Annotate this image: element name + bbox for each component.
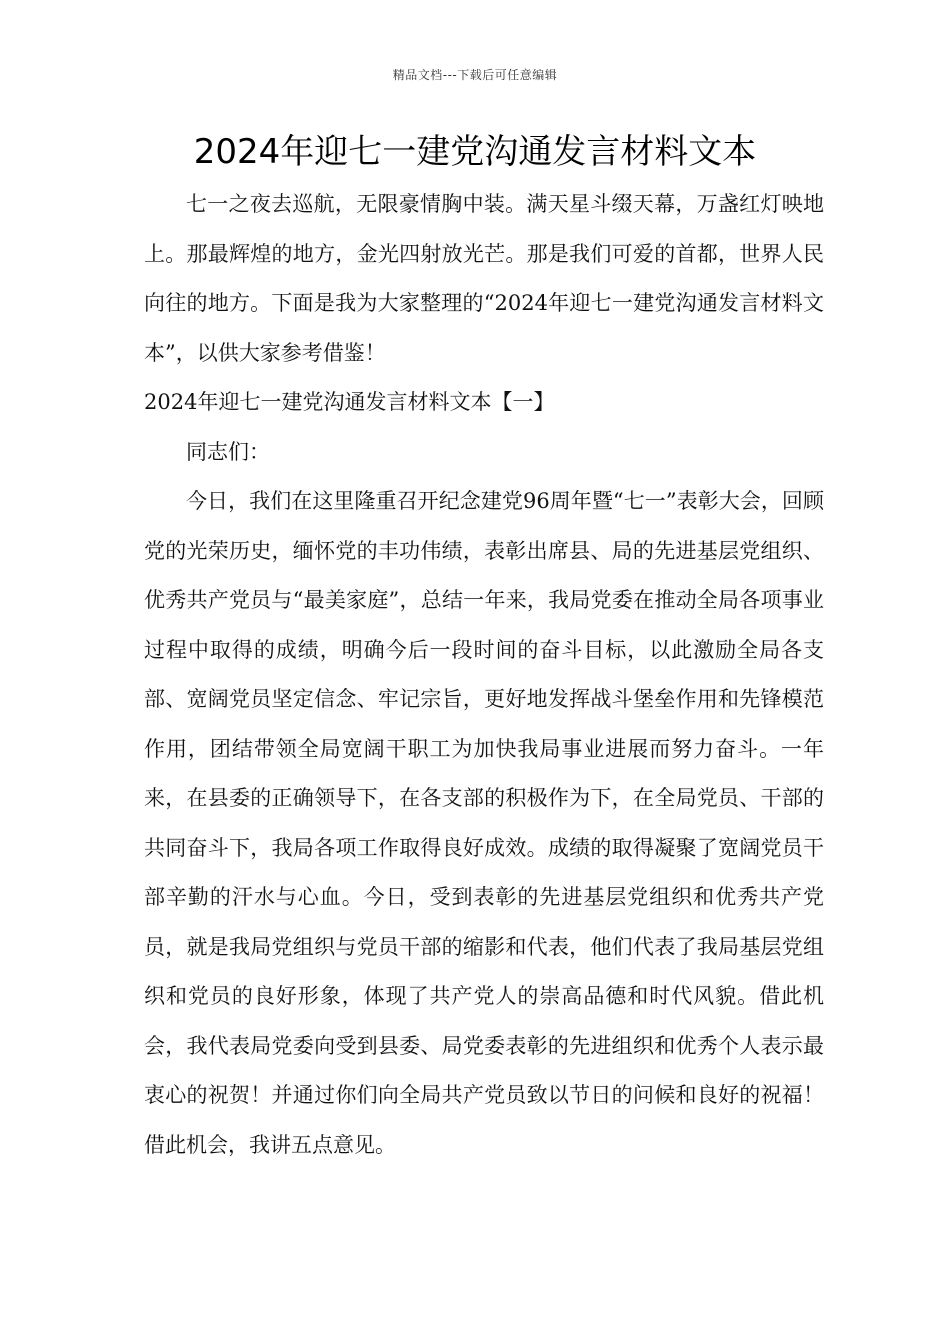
document-body [144, 180, 824, 1170]
intro-paragraph: 七一之夜去巡航，无限豪情胸中装。满天星斗缀天幕，万盏红灯映地上。那最辉煌的地方，金光四射放光芒。那是我们可爱的首都，世界人民向往的地方。下面是我为大家整理的“2024年迎七一建党沟通发言材料文本”，以供大家参考借鉴！ [144, 192, 824, 365]
header-note: 精品文档---下载后可任意编辑 [392, 68, 558, 82]
section-heading: 2024年迎七一建党沟通发言材料文本【一】 [144, 390, 555, 414]
document-title: 2024年迎七一建党沟通发言材料文本 [193, 132, 757, 172]
salutation: 同志们： [186, 439, 270, 464]
body-paragraph: 今日，我们在这里隆重召开纪念建党96周年暨“七一”表彰大会，回顾党的光荣历史，缅怀党的丰功伟绩，表彰出席县、局的先进基层党组织、优秀共产党员与“最美家庭”，总结一年来，我局党委在推动全局各项事业过程中取得的成绩，明确今后一段时间的奋斗目标，以此激励全局各支部、宽阔党员坚定信念、牢记宗旨，更好地发挥战斗堡垒作用和先锋模范作用，团结带领全局宽阔干职工为加快我局事业进展而努力奋斗。一年来，在县委的正确领导下，在各支部的积极作为下，在全局党员、干部的共同奋斗下，我局各项工作取得良好成效。成绩的取得凝聚了宽阔党员干部辛勤的汗水与心血。今日，受到表彰的先进基层党组织和优秀共产党员，就是我局党组织与党员干部的缩影和代表，他们代表了我局基层党组织和党员的良好形象，体现了共产党人的崇高品德和时代风貌。借此机会，我代表局党委向受到县委、局党委表彰的先进组织和优秀个人表示最衷心的祝贺！并通过你们向全局共产党员致以节日的问候和良好的祝福！借此机会，我讲五点意见。 [144, 489, 824, 1157]
